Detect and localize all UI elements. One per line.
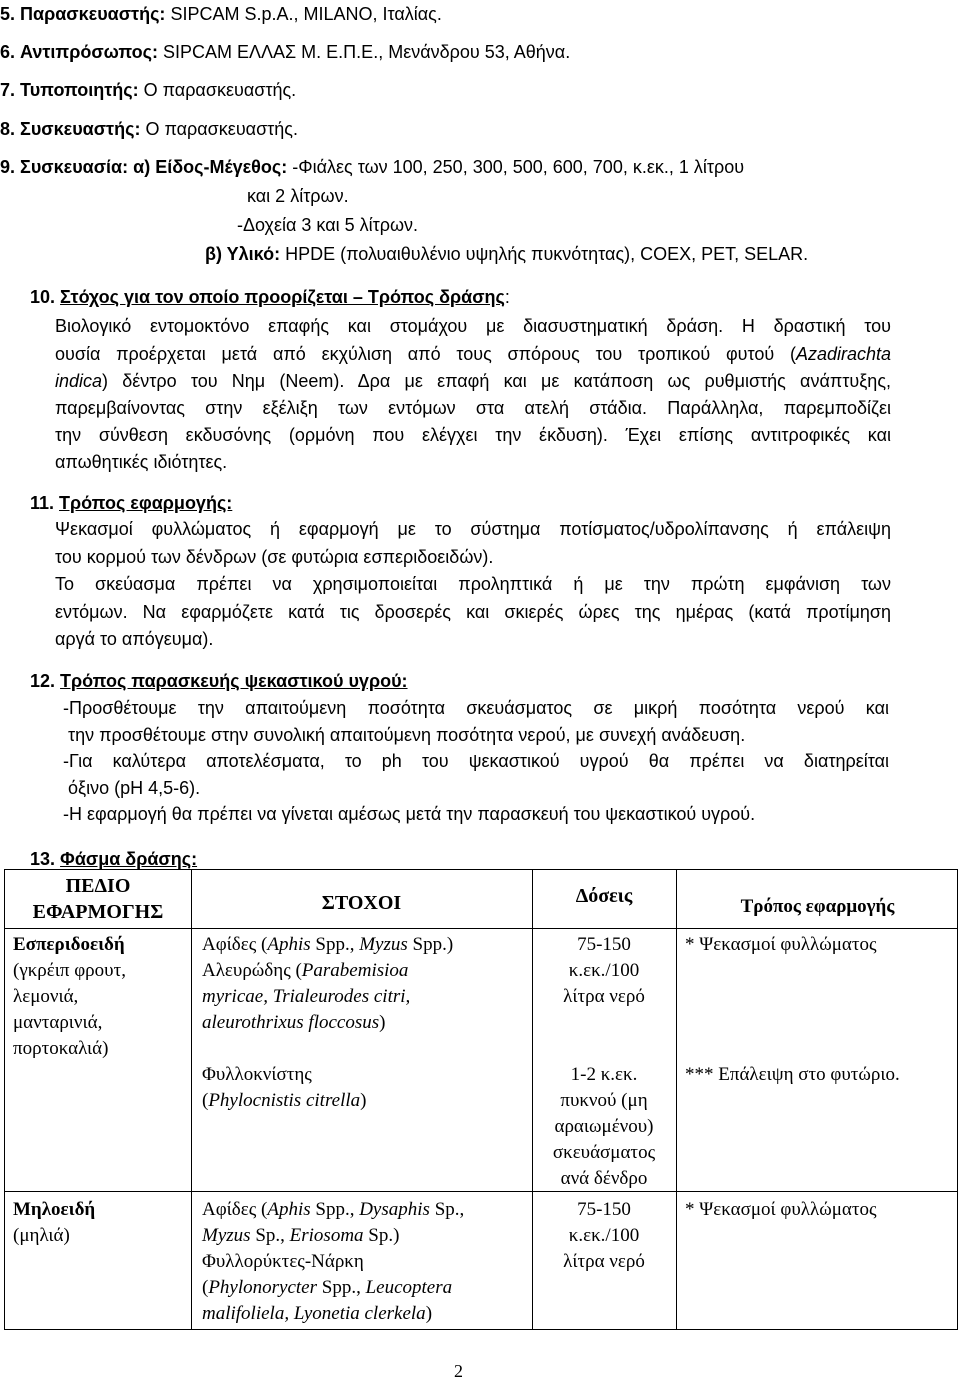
row1-target1-line-4 xyxy=(202,1010,385,1036)
item-11-line-3: Το σκεύασμα πρέπει να χρησιμοποιείται προληπτικά ή με την πρώτη εμφάνιση των xyxy=(55,574,891,594)
item-13-label: Φάσμα δράσης: xyxy=(60,849,198,869)
header-field-l2: ΕΦΑΡΜΟΓΗΣ xyxy=(32,901,164,923)
row1-target2-line-1: Φυλλοκνίστης xyxy=(202,1064,312,1085)
row2-target-line-2 xyxy=(202,1223,399,1249)
item-10-line-6: απωθητικές ιδιότητες. xyxy=(55,452,228,472)
item-11-num: 11. xyxy=(30,493,55,513)
row2-target-line-3: Φυλλορύκτες-Νάρκη xyxy=(202,1251,364,1272)
row1-target1-line-1 xyxy=(202,932,453,958)
row2-field-line: (μηλιά) xyxy=(13,1225,70,1246)
row2-method: * Ψεκασμοί φυλλώματος xyxy=(685,1199,877,1220)
row1-dose2-line-4: σκευάσματος xyxy=(552,1142,656,1163)
item-9-b xyxy=(205,243,808,265)
item-10-indica: indica xyxy=(55,371,103,391)
row1-t1-l1a: Αφίδες ( xyxy=(202,934,268,955)
row1-field-line-4: πορτοκαλιά) xyxy=(13,1038,109,1059)
row1-t1-l4b: ) xyxy=(379,1012,386,1033)
row2-t-l1c: Spp., xyxy=(310,1199,360,1220)
item-6 xyxy=(0,41,570,63)
item-5-num: 5. xyxy=(0,4,16,24)
row1-t1-l3: myricae, Trialeurodes citri, xyxy=(202,986,411,1007)
item-9-a-label: α) Είδος-Μέγεθος: xyxy=(133,157,288,177)
row2-t-l2b: Sp., xyxy=(250,1225,290,1246)
item-9-num: 9. xyxy=(0,157,16,177)
row1-t1-l4a: aleurothrixus floccosus xyxy=(202,1012,380,1033)
row2-t-l4d: Leucoptera xyxy=(365,1277,453,1298)
item-12-num: 12. xyxy=(30,671,56,691)
item-13-num: 13. xyxy=(30,849,56,869)
item-10-line-1: Βιολογικό εντομοκτόνο επαφής και στομάχου με διασυστηματική δράση. Η δραστική του xyxy=(55,316,891,336)
item-10-line-3b: ) δέντρο του Νημ (Neem). Δρα με επαφή και με κατάποση ως ρυθμιστής ανάπτυξης, xyxy=(102,371,891,391)
item-12-line-2: την προσθέτουμε στην συνολική απαιτούμενη ποσότητα νερού, με συνεχή ανάδευση. xyxy=(68,725,746,745)
item-11-line-2: του κορμού των δένδρων (σε φυτώρια εσπεριδοειδών). xyxy=(55,547,494,567)
header-targets: ΣΤΟΧΟΙ xyxy=(321,892,402,914)
row2-field-name: Μηλοειδή xyxy=(13,1199,96,1220)
row2-dose-line-3: λίτρα νερό xyxy=(563,1251,645,1272)
item-9-a-cont: και 2 λίτρων. xyxy=(247,186,349,206)
item-12-heading xyxy=(30,670,408,692)
row2-t-l4b: Phylonorycter xyxy=(208,1277,318,1298)
row2-t-l1e: Sp., xyxy=(429,1199,465,1220)
item-5-value: SIPCAM S.p.A., MILANO, Ιταλίας. xyxy=(170,4,442,24)
table-row-divider xyxy=(5,1191,957,1192)
row2-target-line-4 xyxy=(202,1275,452,1301)
row1-t1-l1e: Spp.) xyxy=(407,934,454,955)
row1-dose1-line-1: 75-150 xyxy=(577,934,631,955)
row1-t2-l2b: Phylocnistis citrella xyxy=(208,1090,361,1111)
item-7-label: Τυποποιητής: xyxy=(20,80,139,100)
header-doses: Δόσεις xyxy=(575,885,633,907)
row1-t2-l2a: ( xyxy=(202,1090,209,1111)
item-13-heading xyxy=(30,848,197,870)
item-10-line-4: παρεμβαίνοντας στην εξέλιξη των εντόμων στα ατελή στάδια. Παράλληλα, παρεμποδίζει xyxy=(55,398,891,418)
item-10-num: 10. xyxy=(30,287,56,307)
row1-method-1: * Ψεκασμοί φυλλώματος xyxy=(685,934,877,955)
item-10-line-5: την σύνθεση εκδυσόνης (ορμόνη που ελέγχει την έκδυση). Έχει επίσης αντιτροφικές και xyxy=(55,425,891,445)
item-12-line-4: όξινο (pH 4,5-6). xyxy=(68,778,201,798)
item-9-b-label: β) Υλικό: xyxy=(205,244,281,264)
item-7-value: Ο παρασκευαστής. xyxy=(143,80,297,100)
item-11-label: Τρόπος εφαρμογής: xyxy=(59,493,233,513)
table-col-divider-1 xyxy=(191,870,192,1329)
item-10-heading xyxy=(30,286,510,308)
item-10-line-2 xyxy=(55,343,891,365)
table-col-divider-3 xyxy=(676,870,677,1329)
row1-field-line-3: μανταρινιά, xyxy=(13,1012,103,1033)
item-7 xyxy=(0,79,296,101)
row2-t-l1b: Aphis xyxy=(267,1199,311,1220)
item-5-label: Παρασκευαστής: xyxy=(20,4,166,24)
item-12-line-5: -Η εφαρμογή θα πρέπει να γίνεται αμέσως μετά την παρασκευή του ψεκαστικού υγρού. xyxy=(63,804,756,824)
row2-dose-line-1: 75-150 xyxy=(577,1199,631,1220)
row2-dose-line-2: κ.εκ./100 xyxy=(568,1225,640,1246)
row1-target2-line-2 xyxy=(202,1088,366,1114)
item-10-line-2a: ουσία προέρχεται μετά από εκχύλιση από τους σπόρους του τροπικού φυτού ( xyxy=(55,344,796,364)
row2-t-l2a: Myzus xyxy=(202,1225,251,1246)
item-8 xyxy=(0,118,298,140)
item-7-num: 7. xyxy=(0,80,16,100)
row2-t-l1d: Dysaphis xyxy=(359,1199,430,1220)
item-11-line-4: εντόμων. Να εφαρμόζετε κατά τις δροσερές και σκιερές ώρες της ημέρας (κατά προτίμηση xyxy=(55,602,891,622)
row1-dose1-line-3: λίτρα νερό xyxy=(563,986,645,1007)
row2-t-l5a: malifoliela, Lyonetia clerkela xyxy=(202,1303,426,1324)
row1-t1-l1b: Aphis xyxy=(267,934,311,955)
row1-t1-l2b: Parabemisioa xyxy=(301,960,409,981)
item-11-heading xyxy=(30,492,232,514)
row2-t-l4a: ( xyxy=(202,1277,209,1298)
item-6-value: SIPCAM ΕΛΛΑΣ Μ. Ε.Π.Ε., Μενάνδρου 53, Αθήνα. xyxy=(162,42,571,62)
item-9-a-cont2: -Δοχεία 3 και 5 λίτρων. xyxy=(237,215,419,235)
item-9-a-value: -Φιάλες των 100, 250, 300, 500, 600, 700, κ.εκ., 1 λίτρου xyxy=(292,157,745,177)
row1-t1-l1c: Spp., xyxy=(310,934,360,955)
row1-field-line-1: (γκρέιπ φρουτ, xyxy=(13,960,126,981)
item-12-line-3: -Για καλύτερα αποτελέσματα, το ph του ψεκαστικού υγρού θα πρέπει να διατηρείται xyxy=(63,751,889,771)
row1-t1-l2a: Αλευρώδης ( xyxy=(202,960,302,981)
item-10-line-3 xyxy=(55,370,891,392)
row1-dose1-line-2: κ.εκ./100 xyxy=(568,960,640,981)
item-9-label: Συσκευασία: xyxy=(20,157,129,177)
item-12-label: Τρόπος παρασκευής ψεκαστικού υγρού: xyxy=(60,671,408,691)
item-9-b-value: HPDE (πολυαιθυλένιο υψηλής πυκνότητας), COEX, PET, SELAR. xyxy=(285,244,809,264)
action-spectrum-table xyxy=(4,869,958,1330)
row2-target-line-1 xyxy=(202,1197,464,1223)
item-8-value: Ο παρασκευαστής. xyxy=(145,119,298,139)
page-number: 2 xyxy=(454,1361,463,1381)
item-10-label: Στόχος για τον οποίο προορίζεται – Τρόπος δράσης xyxy=(60,287,505,307)
row2-t-l1a: Αφίδες ( xyxy=(202,1199,268,1220)
item-10-azadirachta: Azadirachta xyxy=(795,344,891,364)
row1-target1-line-3 xyxy=(202,984,410,1010)
row1-t1-l1d: Myzus xyxy=(359,934,408,955)
item-5 xyxy=(0,3,442,25)
item-12-line-1: -Προσθέτουμε την απαιτούμενη ποσότητα σκευάσματος σε μικρή ποσότητα νερού και xyxy=(63,698,889,718)
row1-field-name: Εσπεριδοειδή xyxy=(13,934,125,955)
row2-t-l2c: Eriosoma xyxy=(289,1225,364,1246)
item-8-num: 8. xyxy=(0,119,16,139)
row2-t-l2d: Sp.) xyxy=(363,1225,400,1246)
item-11-line-1: Ψεκασμοί φυλλώματος ή εφαρμογή με το σύστημα ποτίσματος/υδρολίπανσης ή επάλειψη xyxy=(55,519,891,539)
row1-dose2-line-1: 1-2 κ.εκ. xyxy=(570,1064,638,1085)
item-11-line-5: αργά το απόγευμα). xyxy=(55,629,214,649)
item-8-label: Συσκευαστής: xyxy=(20,119,141,139)
header-field-l1: ΠΕΔΙΟ xyxy=(65,875,131,897)
row1-target1-line-2 xyxy=(202,958,408,984)
row1-field-line-2: λεμονιά, xyxy=(13,986,79,1007)
row1-dose2-line-2: πυκνού (μη xyxy=(560,1090,648,1111)
row1-method-2: *** Επάλειψη στο φυτώριο. xyxy=(685,1064,900,1085)
row2-target-line-5 xyxy=(202,1301,432,1327)
item-6-label: Αντιπρόσωπος: xyxy=(20,42,158,62)
row1-dose2-line-5: ανά δένδρο xyxy=(560,1168,648,1189)
row2-t-l5b: ) xyxy=(425,1303,433,1324)
item-9 xyxy=(0,156,744,178)
row2-t-l4c: Spp., xyxy=(317,1277,366,1298)
row1-dose2-line-3: αραιωμένου) xyxy=(554,1116,654,1137)
header-method: Τρόπος εφαρμογής xyxy=(740,896,895,917)
item-10-colon: : xyxy=(504,287,510,307)
item-6-num: 6. xyxy=(0,42,16,62)
table-header-divider xyxy=(5,928,957,929)
row1-t2-l2c: ) xyxy=(360,1090,367,1111)
